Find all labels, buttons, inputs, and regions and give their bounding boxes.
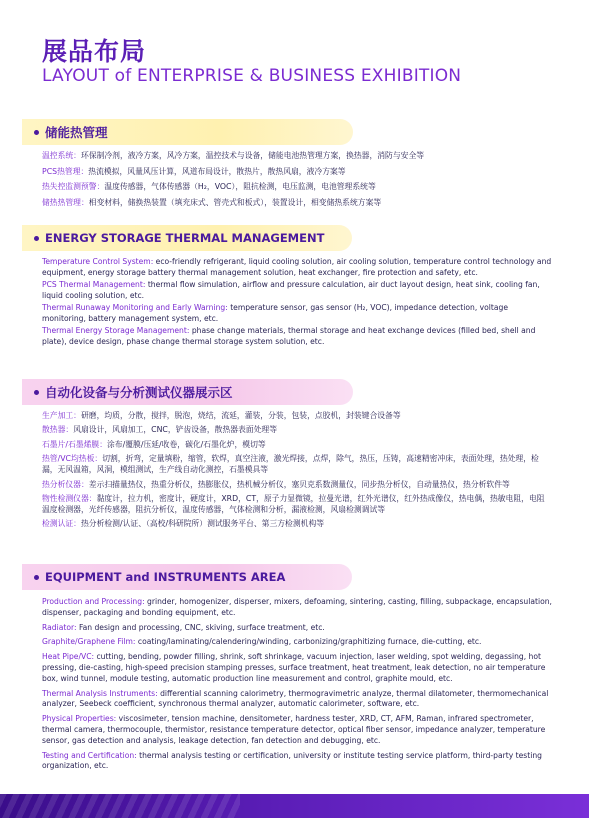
item-text: viscosimeter, tension machine, densitometer, hardness tester, XRD, CT, AFM, Raman, infrared spectrometer, thermal camera, thermocouple, thermistor, resistance temperature detector, optical fiber sensor, impedance analyzer, temperature sensor, gas detection and analysis, leakage detection, fan detection and debugging, etc.: [42, 714, 546, 745]
list-item: [42, 518, 552, 529]
bullet-icon: [34, 236, 39, 241]
list-item: [42, 424, 552, 435]
item-label: Thermal Analysis Instruments:: [42, 688, 161, 698]
item-label: Testing and Certification:: [42, 750, 140, 760]
item-label: 检测认证：: [42, 519, 81, 529]
item-text: temperature sensor, gas sensor (H₂, VOC), impedance detection, voltage monitoring, battery management system, etc.: [42, 303, 509, 323]
item-text: 研磨，均质，分散，搅拌，脱泡，烧结，流延，灌装，分装，包装，点胶机，封装键合设备等: [80, 411, 401, 420]
list-item: [42, 751, 552, 773]
item-label: 温控系统：: [42, 151, 81, 160]
item-label: 生产加工：: [42, 411, 81, 420]
section-list-equipment-en: [42, 597, 552, 776]
item-label: 热分析仪器：: [42, 479, 89, 489]
item-text: Fan design and processing, CNC, skiving, surface treatment, etc.: [78, 622, 325, 632]
list-item: [42, 479, 552, 490]
item-label: Heat Pipe/VC:: [42, 652, 97, 662]
item-label: 散热器：: [42, 425, 74, 435]
item-text: 涂布/覆膜/压延/收卷，碳化/石墨化炉，模切等: [107, 439, 266, 449]
page-title-en: LAYOUT of ENTERPRISE & BUSINESS EXHIBITION: [42, 66, 462, 86]
list-item: [42, 150, 552, 161]
item-text: grinder, homogenizer, disperser, mixers, defoaming, sintering, casting, filling, subpackage, encapsulation, dispenser, packaging and bonding equipment, etc.: [42, 597, 552, 617]
item-text: eco-friendly refrigerant, liquid cooling solution, air cooling solution, temperature control technology and equipment, energy storage battery thermal management solution, heat exchanger, fire protection and safety, etc.: [42, 257, 552, 277]
item-label: Radiator:: [42, 622, 79, 632]
item-label: Thermal Energy Storage Management:: [42, 326, 192, 336]
list-item: [42, 181, 552, 192]
item-label: 储热热管理：: [42, 197, 89, 207]
item-label: Physical Properties:: [42, 714, 119, 724]
list-item: [42, 597, 552, 619]
item-label: 热失控监测预警：: [42, 182, 105, 192]
section-list-energy-storage-en: [42, 257, 552, 349]
footer-stripes: [0, 794, 240, 818]
item-label: 石墨片/石墨烯膜：: [42, 439, 108, 449]
bullet-icon: [34, 130, 39, 135]
list-item: [42, 257, 552, 279]
list-item: [42, 689, 552, 711]
list-item: [42, 410, 552, 421]
list-item: [42, 652, 552, 684]
item-text: 热分析检测/认证、（高校/科研院所）测试服务平台、第三方检测机构等: [80, 519, 325, 529]
list-item: [42, 453, 552, 475]
section-heading-equipment-en: [22, 564, 352, 590]
list-item: [42, 280, 552, 302]
item-text: coating/laminating/calendering/winding, carbonizing/graphitizing furnace, die-cutting, etc.: [137, 637, 482, 647]
section-heading-label: ENERGY STORAGE THERMAL MANAGEMENT: [45, 231, 325, 245]
list-item: [42, 326, 552, 348]
footer-band: [0, 794, 589, 818]
item-text: 温度传感器，气体传感器（H₂，VOC），阻抗检测，电压监测，电池管理系统等: [104, 182, 376, 192]
item-label: PCS热管理：: [42, 166, 89, 176]
bullet-icon: [34, 390, 39, 395]
item-text: 黏度计，拉力机，密度计，硬度计，XRD，CT，原子力显微镜，拉曼光谱，红外光谱仪，红外热成像仪，热电偶，热敏电阻，电阻温度检测器，光纤传感器，阻抗分析仪，温度传感器，气体检测和分析，漏液检测，风扇检测调试等: [42, 493, 545, 514]
section-heading-label: EQUIPMENT and INSTRUMENTS AREA: [45, 570, 286, 584]
list-item: [42, 303, 552, 325]
bullet-icon: [34, 575, 39, 580]
section-heading-label: 自动化设备与分析测试仪器展示区: [45, 385, 233, 400]
item-text: 环保制冷剂，液冷方案，风冷方案，温控技术与设备，储能电池热管理方案，换热器，消防与安全等: [80, 151, 425, 160]
page-title-cn: 展品布局: [42, 37, 147, 66]
list-item: [42, 637, 552, 648]
list-item: [42, 623, 552, 634]
item-text: thermal flow simulation, airflow and pressure calculation, air duct layout design, heat sink, cooling fan, liquid cooling solution, etc.: [42, 280, 540, 300]
item-text: differential scanning calorimetry, thermogravimetric analyze, thermal dilatometer, thermomechanical analyzer, Seebeck coefficient, synchronous thermal analyzer, automatic calorimeter, software, etc.: [42, 688, 549, 709]
section-heading-energy-storage-cn: [22, 119, 353, 145]
section-heading-label: 储能热管理: [45, 125, 108, 140]
list-item: [42, 493, 552, 515]
item-text: thermal analysis testing or certification, university or institute testing service platform, third-party testing organization, etc.: [42, 750, 542, 771]
item-text: 切割，折弯，定量填粉，缩管，软焊，真空注液，激光焊接，点焊，除气，热压，压铸，高速精密冲床，表面处理，热处理，检漏，无风温箱，风洞，模组测试，生产线自动化测控，石墨模具等: [42, 454, 539, 475]
list-item: [42, 197, 552, 208]
item-label: 物性检测仪器：: [42, 493, 97, 503]
list-item: [42, 166, 552, 177]
item-label: Production and Processing:: [42, 597, 148, 606]
item-text: 差示扫描量热仪，热重分析仪，热膨胀仪，热机械分析仪，塞贝克系数测量仪，同步热分析仪，自动量热仪，热分析软件等: [88, 479, 510, 489]
item-label: Thermal Runaway Monitoring and Early Warning:: [42, 303, 231, 313]
section-list-energy-storage-cn: [42, 150, 552, 212]
item-text: 风扇设计，风扇加工，CNC，铲齿设备，散热器表面处理等: [73, 425, 278, 435]
section-list-equipment-cn: [42, 410, 552, 533]
item-label: PCS Thermal Management:: [42, 280, 148, 290]
item-text: phase change materials, thermal storage and heat exchange devices (filled bed, shell and plate), device design, phase change thermal storage system solution, etc.: [42, 326, 536, 347]
item-text: cutting, bending, powder filling, shrink, soft shrinkage, vacuum injection, laser welding, spot welding, degassing, hot pressing, die-casting, high-speed precision stamping presses, surface treatment, heat treatment, leak detection, no air temperature box, wind tunnel, module testing, automatic production line measurement and control, graphite mould, etc.: [42, 652, 546, 683]
item-text: 热流模拟，风量风压计算，风道布局设计，散热片，散热风扇，液冷方案等: [88, 166, 346, 176]
list-item: [42, 439, 552, 450]
section-heading-equipment-cn: [22, 379, 353, 405]
item-label: Temperature Control System:: [42, 257, 156, 266]
section-heading-energy-storage-en: [22, 225, 352, 251]
item-label: 热管/VC均热板：: [42, 454, 103, 464]
item-label: Graphite/Graphene Film:: [42, 637, 138, 647]
list-item: [42, 714, 552, 746]
item-text: 相变材料，储换热装置（填充床式、管壳式和板式），装置设计，相变储热系统方案等: [88, 197, 382, 207]
